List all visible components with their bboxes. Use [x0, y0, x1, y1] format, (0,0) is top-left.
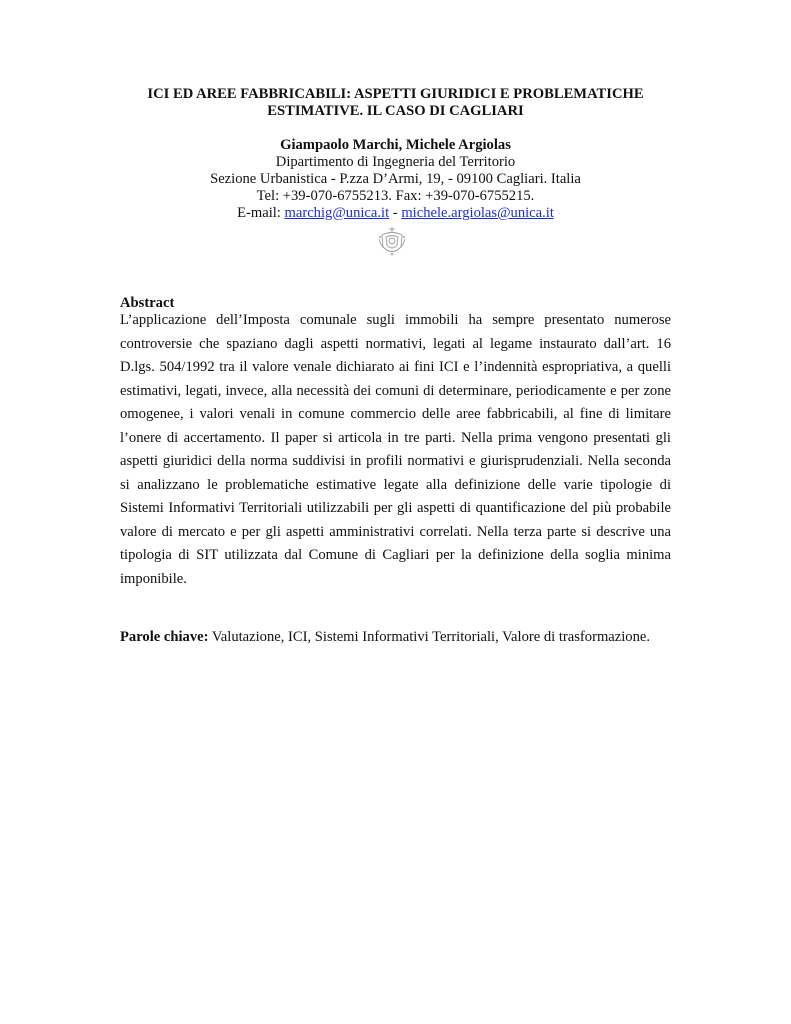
email-link-argiolas[interactable]: michele.argiolas@unica.it [401, 205, 554, 221]
abstract-line: si analizzano le problematiche estimative legate alla definizione delle varie tipologie di [120, 476, 671, 493]
keywords-text: Valutazione, ICI, Sistemi Informativi Territoriali, Valore di trasformazione. [208, 629, 651, 645]
address: Sezione Urbanistica - P.zza D’Armi, 19, - 09100 Cagliari. Italia [210, 171, 581, 187]
author-block [100, 137, 691, 222]
abstract-line: l’onere di accertamento. Il paper si articola in tre parti. Nella prima vengono presentati gli [120, 429, 671, 446]
title-line-1: ICI ED AREE FABBRICABILI: ASPETTI GIURIDICI E PROBLEMATICHE [147, 86, 644, 102]
department: Dipartimento di Ingegneria del Territorio [275, 154, 516, 170]
abstract-line: omogenee, i valori venali in comune commercio delle aree fabbricabili, al fine di limitare [120, 406, 671, 422]
abstract-line: imponibile. [120, 570, 187, 587]
abstract-heading: Abstract [120, 295, 175, 311]
university-seal-icon [377, 225, 407, 258]
authors: Giampaolo Marchi, Michele Argiolas [280, 137, 511, 153]
abstract-line: estimativi, legati, invece, alla necessità dei comuni di determinare, periodicamente e per zone [120, 382, 671, 399]
abstract-line: controversie che spaziano dagli aspetti normativi, legati al legame instaurato dall’art. 16 [120, 335, 671, 352]
abstract-line: valore di mercato e per gli aspetti amministrativi correlati. Nella terza parte si descrive una [120, 523, 671, 540]
abstract-line: aspetti giuridici della norma suddivisi in profili normativi e giurisprudenziali. Nella seconda [120, 453, 671, 469]
abstract-line: D.lgs. 504/1992 tra il valore venale dichiarato ai fini ICI e l’indennità espropriativa, a quelli [120, 359, 671, 375]
abstract-line: L’applicazione dell’Imposta comunale sugli immobili ha sempre presentato numerose [120, 312, 671, 328]
phone-fax: Tel: +39-070-6755213. Fax: +39-070-6755215. [256, 188, 535, 204]
email-line [100, 205, 691, 222]
abstract-body [120, 309, 671, 591]
abstract-line: tipologia di SIT utilizzata dal Comune di Cagliari per la definizione della soglia minima [120, 547, 671, 563]
email-prefix: E-mail: [237, 205, 285, 221]
paper-title [100, 86, 691, 119]
title-line-2: ESTIMATIVE. IL CASO DI CAGLIARI [267, 102, 524, 119]
abstract-line: Sistemi Informativi Territoriali utilizzabili per gli aspetti di quantificazione del più probabile [120, 500, 671, 516]
email-link-marchi[interactable]: marchig@unica.it [284, 205, 390, 221]
keywords-label: Parole chiave: [120, 629, 209, 645]
keywords [120, 629, 650, 646]
email-separator: - [389, 205, 402, 221]
